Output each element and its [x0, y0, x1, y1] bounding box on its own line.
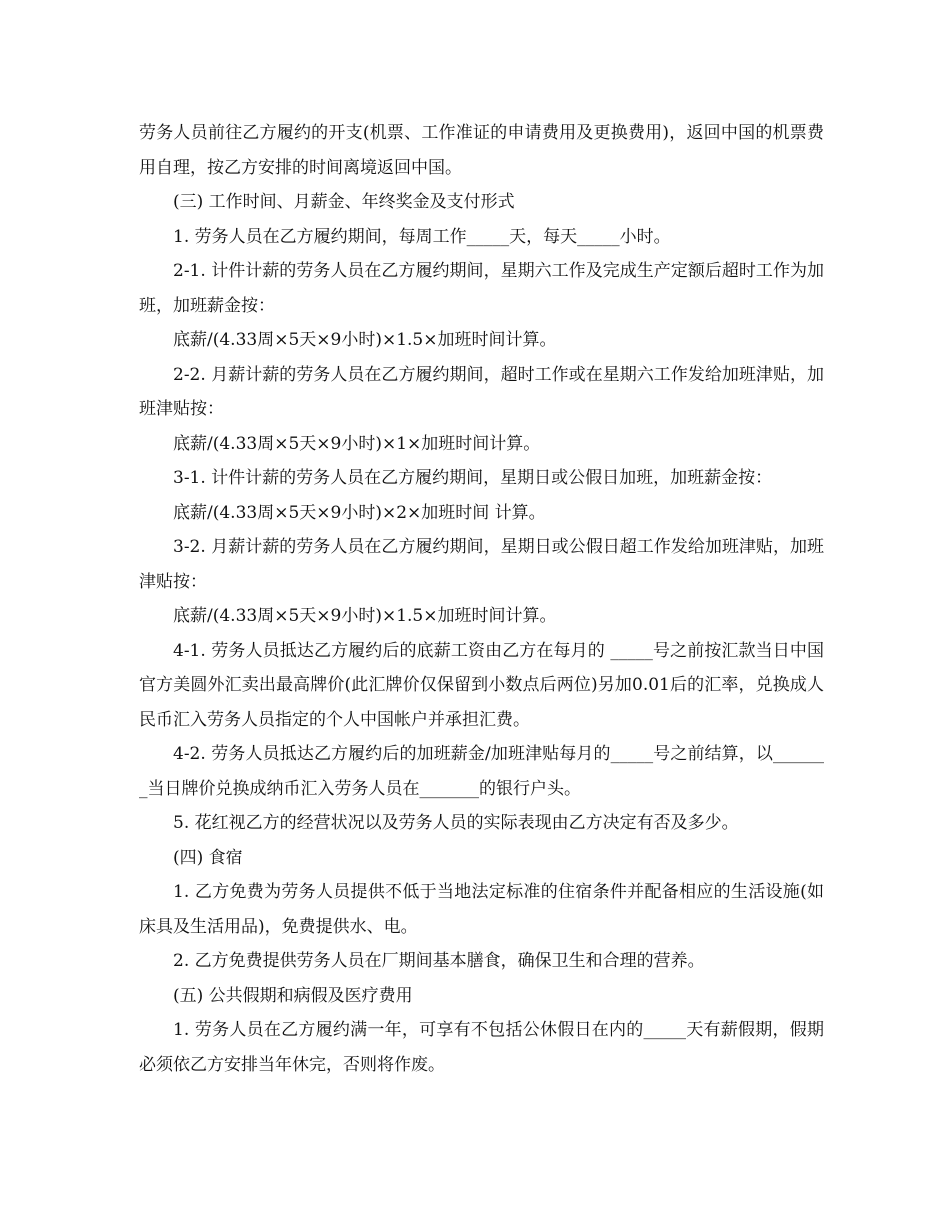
paragraph-base-salary-remittance: 4-1. 劳务人员抵达乙方履约后的底薪工资由乙方在每月的 _____号之前按汇款当日中国官方美圆外汇卖出最高牌价(此汇牌价仅保留到小数点后两位)另加0.01后的汇率，兑换成人民币汇入劳务人员指定的个人中国帐户并承担汇费。 — [139, 640, 824, 730]
section-heading-work-time-salary: (三) 工作时间、月薪金、年终奖金及支付形式 — [173, 192, 515, 212]
paragraph-monthly-overtime: 2-2. 月薪计薪的劳务人员在乙方履约期间，超时工作或在星期六工作发给加班津贴，加班津贴按： — [139, 364, 824, 419]
paragraph-overtime-settlement: 4-2. 劳务人员抵达乙方履约后的加班薪金/加班津贴每月的_____号之前结算，以_______当日牌价兑换成纳币汇入劳务人员在_______的银行户头。 — [139, 744, 824, 799]
paragraph-meals: 2. 乙方免费提供劳务人员在厂期间基本膳食，确保卫生和合理的营养。 — [173, 951, 705, 971]
section-heading-board-lodging: (四) 食宿 — [173, 847, 243, 868]
formula-piecework-overtime: 底薪/(4.33周×5天×9小时)×1.5×加班时间计算。 — [173, 330, 557, 350]
paragraph-weekly-hours: 1. 劳务人员在乙方履约期间，每周工作_____天，每天_____小时。 — [173, 226, 671, 247]
formula-piecework-holiday: 底薪/(4.33周×5天×9小时)×2×加班时间 计算。 — [173, 502, 546, 523]
paragraph-monthly-holiday: 3-2. 月薪计薪的劳务人员在乙方履约期间，星期日或公假日超工作发给加班津贴，加班津贴按： — [139, 537, 824, 592]
paragraph-travel-expenses: 劳务人员前往乙方履约的开支(机票、工作准证的申请费用及更换费用)，返回中国的机票费用自理，按乙方安排的时间离境返回中国。 — [139, 123, 824, 178]
paragraph-piecework-holiday: 3-1. 计件计薪的劳务人员在乙方履约期间，星期日或公假日加班，加班薪金按： — [173, 468, 773, 488]
paragraph-bonus: 5. 花红视乙方的经营状况以及劳务人员的实际表现由乙方决定有否及多少。 — [173, 813, 739, 833]
paragraph-lodging: 1. 乙方免费为劳务人员提供不低于当地法定标准的住宿条件并配备相应的生活设施(如床具及生活用品)，免费提供水、电。 — [139, 882, 824, 937]
section-heading-holidays-medical: (五) 公共假期和病假及医疗费用 — [173, 985, 413, 1006]
formula-monthly-overtime: 底薪/(4.33周×5天×9小时)×1×加班时间计算。 — [173, 433, 541, 454]
paragraph-paid-leave: 1. 劳务人员在乙方履约满一年，可享有不包括公休假日在内的_____天有薪假期，假期必须依乙方安排当年休完，否则将作废。 — [139, 1020, 824, 1075]
paragraph-piecework-overtime: 2-1. 计件计薪的劳务人员在乙方履约期间，星期六工作及完成生产定额后超时工作为加班，加班薪金按： — [139, 261, 824, 316]
document-body — [139, 116, 824, 1082]
formula-monthly-holiday: 底薪/(4.33周×5天×9小时)×1.5×加班时间计算。 — [173, 606, 557, 626]
